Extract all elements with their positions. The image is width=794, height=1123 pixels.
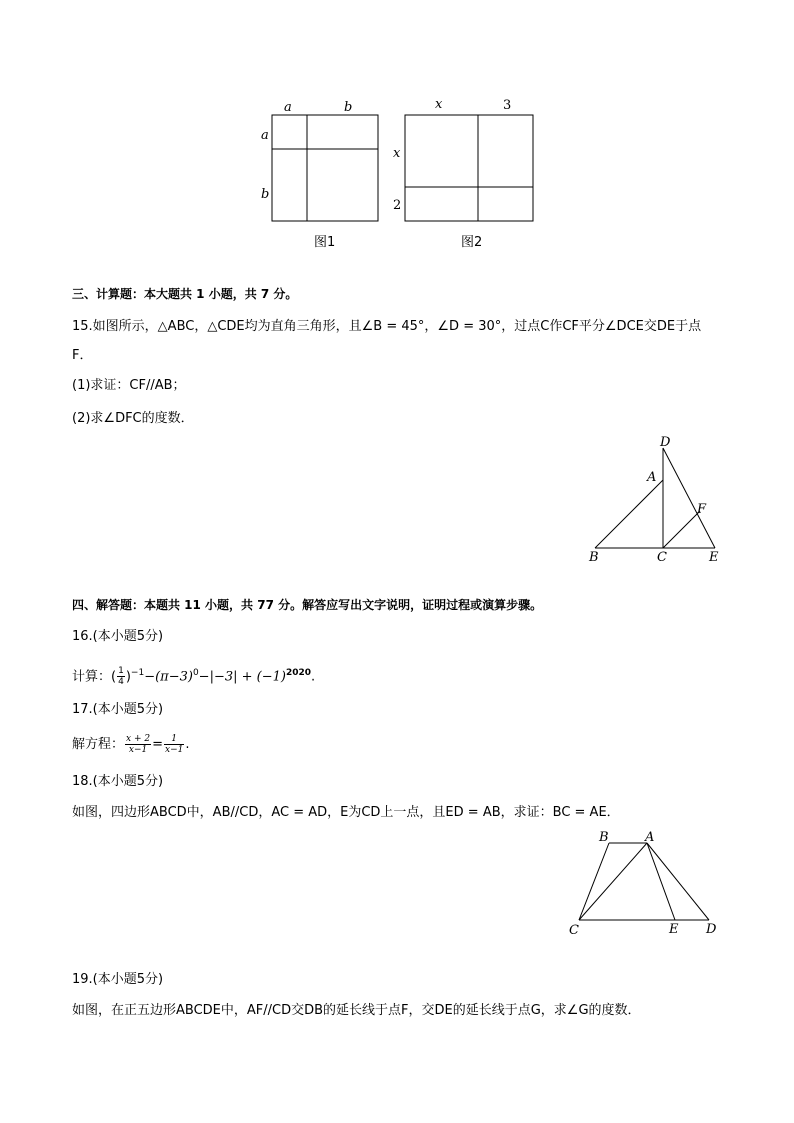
fig1-top-a: a: [284, 100, 292, 115]
fig1-left-a: a: [261, 128, 269, 143]
q17-title: 17.(本小题5分): [72, 702, 164, 717]
top-figures: [250, 95, 550, 260]
q17-right-fraction: $\frac{1}{x-1}$: [165, 734, 184, 755]
q18-label-A: A: [645, 830, 655, 845]
q18-label-C: C: [569, 923, 579, 938]
fig1-caption: 图1: [314, 235, 336, 250]
q15-label-D: D: [660, 435, 671, 450]
q15-label-C: C: [657, 550, 667, 565]
q15-line1: 15.如图所示，△ABC，△CDE均为直角三角形，且∠B = 45°，∠D = 30°，过点C作CF平分∠DCE交DE于点: [72, 319, 702, 334]
fig2-top-3: 3: [503, 98, 512, 113]
q15-line2: F．: [72, 348, 93, 363]
fig2-left-x: x: [393, 146, 401, 161]
q18-label-D: D: [706, 922, 717, 937]
q18-figure: [565, 828, 725, 938]
q15-figure: [585, 433, 725, 568]
fig1-left-b: b: [261, 187, 270, 202]
q15-label-E: E: [709, 550, 719, 565]
q16-prefix: 计算：: [72, 669, 112, 685]
q18-label-E: E: [669, 922, 679, 937]
q19-title: 19.(本小题5分): [72, 972, 164, 987]
q15-label-A: A: [647, 470, 657, 485]
q17-prefix: 解方程：: [72, 737, 125, 752]
section4-heading: 四、解答题：本题共 11 小题，共 77 分。解答应写出文字说明，证明过程或演算步骤。: [72, 598, 543, 612]
q15-part2: (2)求∠DFC的度数．: [72, 411, 194, 426]
q18-text: 如图，四边形ABCD中，AB//CD，AC = AD，E为CD上一点，且ED = AB，求证：BC = AE．: [72, 805, 620, 820]
q17-left-fraction: $\frac{x + 2}{x-1}$: [126, 734, 151, 755]
q16-fraction: $\frac{1}{4}$: [118, 666, 124, 688]
fig2-top-x: x: [435, 97, 443, 112]
q18-label-B: B: [599, 830, 609, 845]
figure-2: [393, 97, 533, 221]
q15-label-F: F: [697, 502, 707, 517]
q16-expression: 计算：( $\frac{1}{4}$ )$^{-1}-(\pi-3)^0-|-3| + (-1)^{2020}$.: [72, 666, 316, 688]
section3-heading: 三、计算题：本大题共 1 小题，共 7 分。: [72, 287, 298, 301]
q19-text: 如图，在正五边形ABCDE中，AF//CD交DB的延长线于点F，交DE的延长线于点G，求∠G的度数．: [72, 1003, 641, 1018]
fig1-top-b: b: [344, 100, 353, 115]
q15-label-B: B: [589, 550, 599, 565]
q16-title: 16.(本小题5分): [72, 629, 164, 644]
fig2-caption: 图2: [461, 235, 483, 250]
q17-equation: 解方程： $\frac{x + 2}{x-1}$ = $\frac{1}{x-1}$ .: [72, 734, 190, 755]
q18-title: 18.(本小题5分): [72, 774, 164, 789]
fig2-left-2: 2: [393, 198, 402, 213]
q15-part1: (1)求证：CF//AB；: [72, 378, 186, 393]
figure-1: [261, 100, 378, 221]
